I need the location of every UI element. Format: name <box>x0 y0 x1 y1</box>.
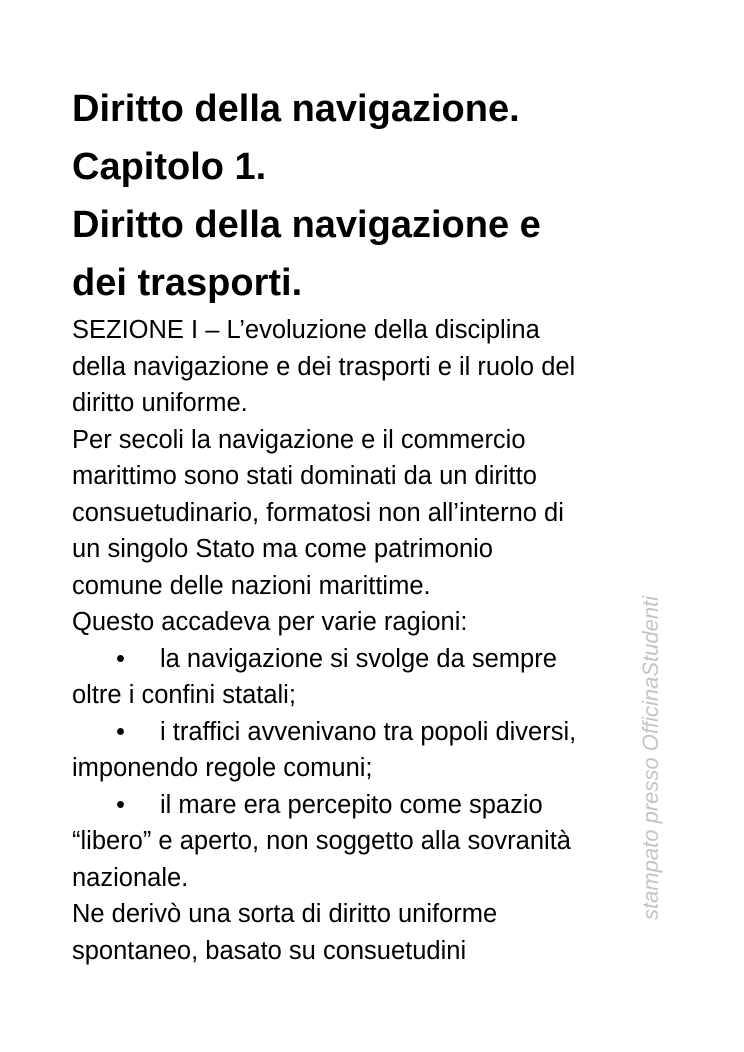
list-item <box>72 641 682 714</box>
body-line: “libero” e aperto, non soggetto alla sovranità <box>72 827 571 855</box>
body-line: comune delle nazioni marittime. <box>72 571 431 600</box>
section-heading <box>72 312 682 422</box>
watermark: stampato presso OfficinaStudenti <box>638 595 663 920</box>
body-line: un singolo Stato ma come patrimonio <box>72 535 493 563</box>
body-line: marittimo sono stati dominati da un diritto <box>72 462 537 490</box>
body-line: Questo accadeva per varie ragioni: <box>72 608 468 636</box>
bullet-first-line <box>72 787 682 824</box>
bullet-first-line <box>72 641 682 678</box>
body-line: spontaneo, basato su consuetudini <box>72 936 467 965</box>
paragraph <box>72 896 682 969</box>
bullet-list <box>72 641 682 897</box>
bullet-first-line <box>72 714 682 751</box>
title-line: Diritto della navigazione e <box>72 204 541 246</box>
bullet-icon: • <box>116 790 125 819</box>
bullet-icon: • <box>116 644 125 673</box>
list-item <box>72 714 682 787</box>
body-line: della navigazione e dei trasporti e il ruolo del <box>72 352 576 381</box>
body-line: Ne derivò una sorta di diritto uniforme <box>72 900 498 928</box>
body-line: Per secoli la navigazione e il commercio <box>72 425 526 454</box>
body-line: diritto uniforme. <box>72 389 248 417</box>
bullet-icon: • <box>116 717 125 746</box>
body-line: oltre i confini statali; <box>72 681 296 709</box>
body-line: nazionale. <box>72 863 189 892</box>
paragraph <box>72 422 682 641</box>
title-line: Diritto della navigazione. <box>72 88 520 130</box>
bullet-text: il mare era percepito come spazio <box>160 790 543 819</box>
title-line: Capitolo 1. <box>72 146 267 188</box>
body-line: SEZIONE I – L’evoluzione della disciplina <box>72 316 540 344</box>
bullet-text: la navigazione si svolge da sempre <box>160 644 557 673</box>
document-title <box>72 80 682 312</box>
title-line: dei trasporti. <box>72 262 303 304</box>
body-line: consuetudinario, formatosi non all’interno di <box>72 498 564 527</box>
body-line: imponendo regole comuni; <box>72 754 373 782</box>
bullet-text: i traffici avvenivano tra popoli diversi, <box>160 717 577 746</box>
list-item <box>72 787 682 897</box>
document-page <box>72 80 682 969</box>
